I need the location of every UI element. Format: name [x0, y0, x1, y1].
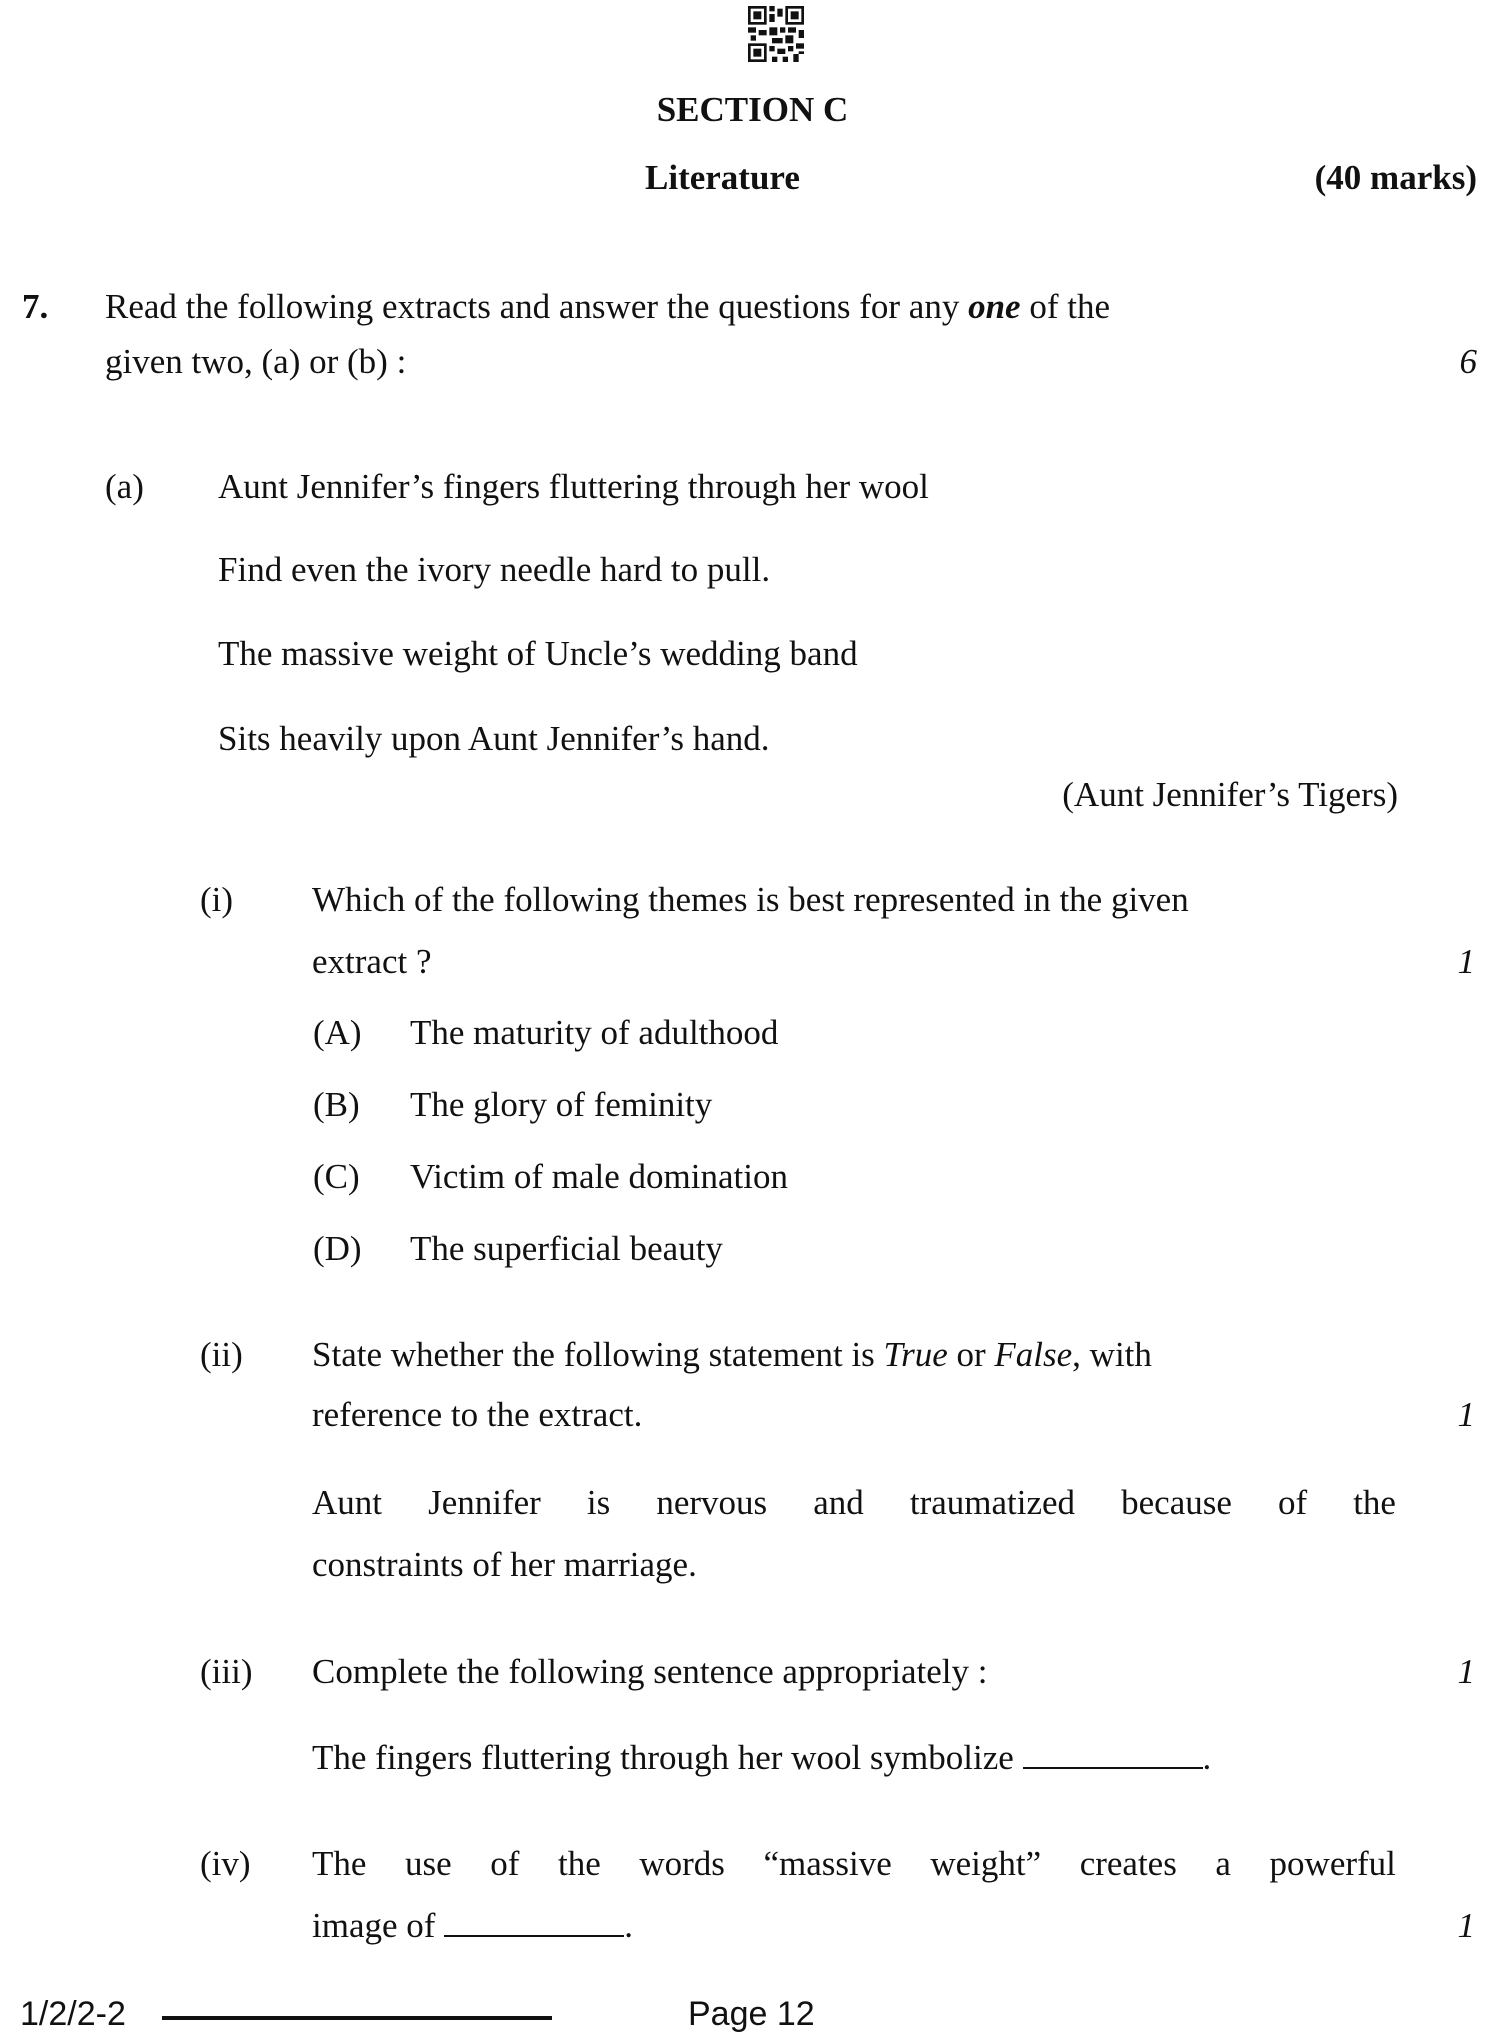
instruction-text: Read the following extracts and answer the questions for any: [105, 287, 969, 326]
part-a-label: (a): [105, 467, 144, 506]
text-fragment: or: [947, 1335, 995, 1374]
subquestion-iii-text: Complete the following sentence appropriately :: [312, 1652, 988, 1691]
extract-citation: (Aunt Jennifer’s Tigers): [1062, 775, 1398, 814]
word: is: [586, 1483, 611, 1522]
subquestion-ii-label: (ii): [200, 1335, 243, 1374]
option-d-text: The superficial beauty: [410, 1229, 723, 1268]
extract-line-4: Sits heavily upon Aunt Jennifer’s hand.: [218, 719, 770, 758]
sentence-end: .: [1202, 1738, 1212, 1777]
word: Aunt: [312, 1483, 382, 1522]
word: the: [1353, 1483, 1396, 1522]
word: Jennifer: [428, 1483, 541, 1522]
word: powerful: [1269, 1844, 1396, 1883]
subquestion-i-label: (i): [200, 880, 234, 919]
word: and: [813, 1483, 864, 1522]
subsection-marks: (40 marks): [1314, 158, 1477, 197]
false-word: False: [994, 1335, 1073, 1374]
question-instruction-line2: given two, (a) or (b) :: [105, 342, 407, 381]
subquestion-iii-label: (iii): [200, 1652, 253, 1691]
option-b-label: (B): [313, 1085, 360, 1124]
option-a-text: The maturity of adulthood: [410, 1013, 779, 1052]
subquestion-iv-text: [312, 1844, 1396, 1884]
subquestion-i-text: Which of the following themes is best represented in the given: [312, 880, 1189, 919]
option-d-label: (D): [313, 1229, 362, 1268]
subquestion-iii-sentence: [312, 1738, 1211, 1778]
statement-line-1: [312, 1483, 1396, 1523]
option-c-label: (C): [313, 1157, 360, 1196]
subquestion-iv-marks: 1: [1457, 1906, 1475, 1945]
subquestion-iv-text-line2: [312, 1906, 633, 1946]
option-a-label: (A): [313, 1013, 362, 1052]
extract-line-1: Aunt Jennifer’s fingers fluttering through her wool: [218, 467, 929, 506]
option-c-text: Victim of male domination: [410, 1157, 788, 1196]
subsection-title: Literature: [645, 158, 800, 197]
word: The: [312, 1844, 367, 1883]
word: of: [1277, 1483, 1308, 1522]
question-number: 7.: [22, 287, 49, 326]
subquestion-ii-marks: 1: [1457, 1395, 1475, 1434]
subquestion-i-text-line2: extract ?: [312, 942, 432, 981]
footer-divider: [162, 2016, 552, 2020]
word: because: [1121, 1483, 1232, 1522]
instruction-emphasis: one: [968, 287, 1021, 326]
text-fragment: State whether the following statement is: [312, 1335, 884, 1374]
word: the: [557, 1844, 601, 1883]
answer-blank[interactable]: [444, 1909, 624, 1937]
subquestion-i-marks: 1: [1457, 942, 1475, 981]
instruction-text-end: of the: [1020, 287, 1111, 326]
word: a: [1215, 1844, 1231, 1883]
subquestion-iii-marks: 1: [1457, 1652, 1475, 1691]
sentence-text: image of: [312, 1906, 436, 1945]
subquestion-ii-text-line2: reference to the extract.: [312, 1395, 643, 1434]
statement-line-2: constraints of her marriage.: [312, 1545, 697, 1584]
word: of: [490, 1844, 520, 1883]
answer-blank[interactable]: [1023, 1741, 1203, 1769]
text-fragment: , with: [1072, 1335, 1152, 1374]
extract-line-2: Find even the ivory needle hard to pull.: [218, 550, 771, 589]
footer-code: 1/2/2-2: [20, 1995, 126, 2033]
word: “massive: [763, 1844, 892, 1883]
word: creates: [1079, 1844, 1177, 1883]
footer-page-number: Page 12: [688, 1995, 815, 2033]
question-instruction: [105, 287, 1395, 327]
qr-code-icon: [748, 6, 804, 62]
word: words: [639, 1844, 725, 1883]
subquestion-iv-label: (iv): [200, 1844, 251, 1883]
subquestion-ii-text: [312, 1335, 1152, 1375]
word: nervous: [656, 1483, 768, 1522]
sentence-text: The fingers fluttering through her wool symbolize: [312, 1738, 1014, 1777]
sentence-end: .: [624, 1906, 633, 1945]
option-b-text: The glory of feminity: [410, 1085, 713, 1124]
word: use: [405, 1844, 452, 1883]
word: weight”: [930, 1844, 1042, 1883]
section-title-text: SECTION C: [656, 90, 849, 129]
question-marks: 6: [1459, 342, 1477, 381]
true-word: True: [883, 1335, 948, 1374]
extract-line-3: The massive weight of Uncle’s wedding band: [218, 634, 858, 673]
word: traumatized: [909, 1483, 1076, 1522]
section-title: [0, 90, 1505, 130]
